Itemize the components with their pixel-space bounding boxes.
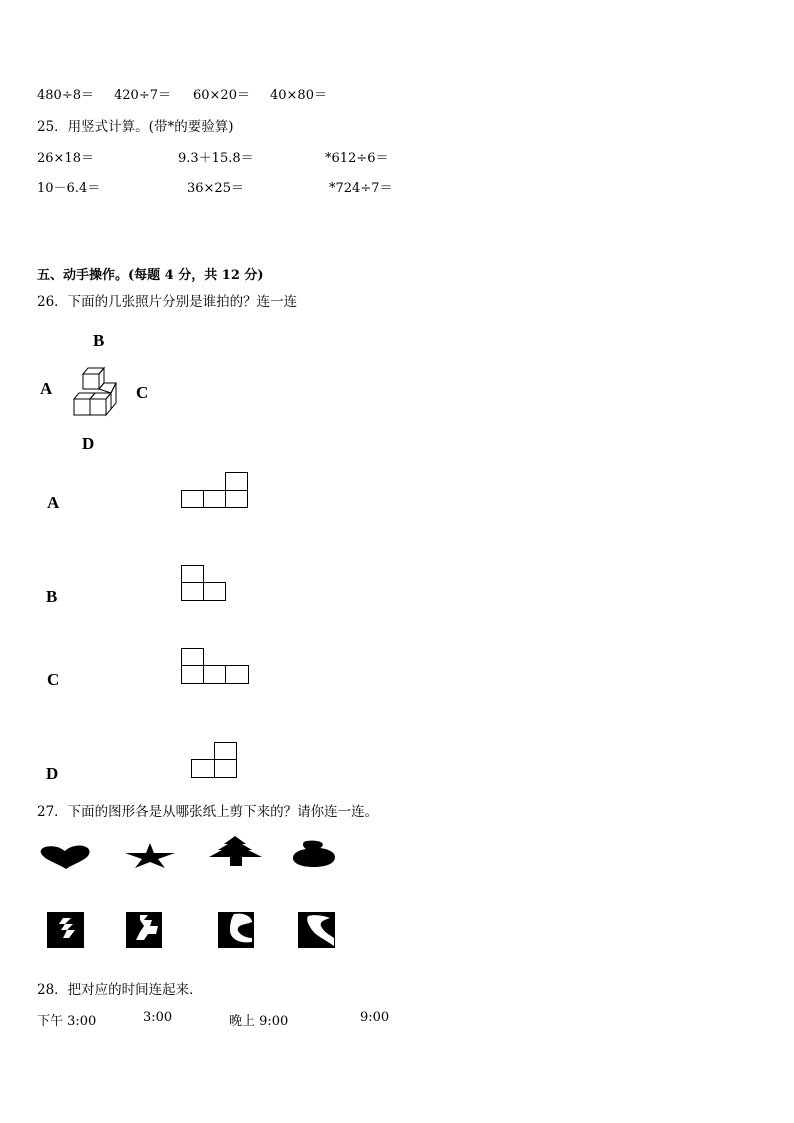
mushroom-icon <box>292 840 336 868</box>
question-27-title: 27．下面的图形各是从哪张纸上剪下来的？请你连一连。 <box>37 804 379 820</box>
calc-item: 60×20＝ <box>193 88 250 103</box>
question-26-title: 26．下面的几张照片分别是谁拍的？连一连 <box>37 294 298 310</box>
position-label-top: B <box>93 331 105 350</box>
position-label-right: C <box>136 383 149 402</box>
time-item: 3:00 <box>143 1010 173 1025</box>
question-25-title: 25．用竖式计算。(带*的要验算) <box>37 119 234 135</box>
square-grid-view-icon <box>181 565 227 602</box>
star-icon <box>125 843 175 868</box>
square-grid-view-icon <box>181 472 249 509</box>
square-grid-view-icon <box>181 648 250 685</box>
paper-curve-icon <box>298 912 335 948</box>
question-28-title: 28．把对应的时间连起来． <box>37 982 203 998</box>
calc-item: 36×25＝ <box>187 181 244 196</box>
paper-step-icon <box>126 912 162 948</box>
calc-item: 480÷8＝ <box>37 88 94 103</box>
view-label-a: A <box>47 493 60 512</box>
calc-item: *612÷6＝ <box>325 151 389 166</box>
time-item: 晚上 9:00 <box>229 1014 289 1029</box>
calc-item: 420÷7＝ <box>114 88 171 103</box>
square-grid-view-icon <box>191 742 238 779</box>
paper-round-icon <box>218 912 254 948</box>
calc-item: 40×80＝ <box>270 88 327 103</box>
position-label-bottom: D <box>82 434 95 453</box>
time-item: 下午 3:00 <box>37 1014 97 1029</box>
paper-zigzag-icon <box>47 912 84 948</box>
section-5-heading: 五、动手操作。(每题 4 分，共 12 分) <box>37 268 264 283</box>
time-item: 9:00 <box>360 1010 390 1025</box>
cube-stack-icon <box>66 362 122 420</box>
view-label-c: C <box>47 670 60 689</box>
calc-item: 9.3＋15.8＝ <box>178 151 254 166</box>
tree-icon <box>208 836 263 866</box>
position-label-left: A <box>40 379 53 398</box>
calc-item: *724÷7＝ <box>329 181 393 196</box>
heart-icon <box>39 844 91 870</box>
view-label-b: B <box>46 587 58 606</box>
calc-item: 26×18＝ <box>37 151 94 166</box>
calc-item: 10－6.4＝ <box>37 181 101 196</box>
view-label-d: D <box>46 764 59 783</box>
